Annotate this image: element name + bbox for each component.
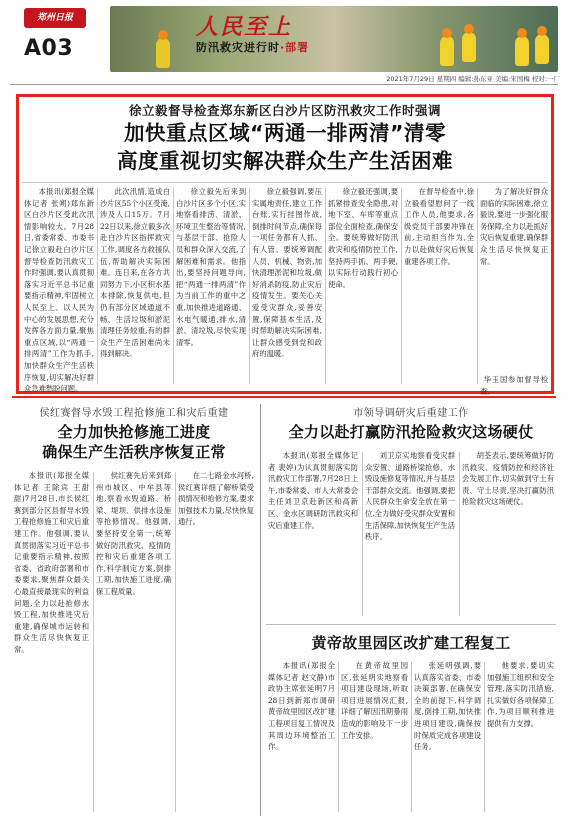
lead-article-closing-note: 华玉国参加督导检查。 <box>480 375 548 396</box>
column-rule <box>411 662 412 812</box>
column-rule <box>477 188 478 384</box>
left-article-kicker: 侯红赛督导水毁工程抢修施工和灾后重建 <box>39 408 229 419</box>
lead-article-kicker: 徐立毅督导检查郑东新区白沙片区防汛救灾工作时强调 <box>128 103 441 118</box>
lead-article-column: 徐立毅还强调,要抓紧排查安全隐患,对地下室、车库等重点部位全面检查,确保安全。要统筹做好防汛救灾和疫情防控工作,坚持两手抓、两手硬,以实际行动践行初心使命。 <box>328 187 398 289</box>
left-article-column: 侯红赛先后来到郑州市城区、中牟县等地,察看水毁道路、桥梁、堤坝、供排水设施等抢修情况。他强调,要坚持安全第一,统筹做好防汛救灾、疫情防控和灾后重建各项工作,科学制定方案,倒排工期,加快施工进度,确保工程质量。 <box>96 471 171 596</box>
right-bottom-article-column: 张延明强调,要认真落实省委、市委决策部署,在确保安全的前提下,科学调度,倒排工期,加快推进项目建设,确保按时保质完成各项建设任务。 <box>414 661 481 752</box>
left-article-column: 在二七路金水河桥,侯红赛详细了解桥梁受损情况和抢修方案,要求加强技术力量,尽快恢复通行。 <box>178 471 254 527</box>
left-article-headline-line-2: 确保生产生活秩序恢复正常 <box>42 443 226 461</box>
lead-article-column: 为了解决好群众面临的实际困难,徐立毅说,要进一步强化服务保障,全力以赴抓好灾后恢复重建,确保群众生活尽快恢复正常。 <box>480 187 548 266</box>
left-article-headline: 全力加快抢修施工进度 <box>57 423 211 441</box>
rescue-worker-figure <box>535 34 549 64</box>
lead-article-deck: 高度重视切实解决群众生产生活困难 <box>117 149 453 173</box>
masthead-rule <box>10 84 558 85</box>
lead-article-column: 徐立毅先后来到白沙片区多个小区,实地察看排涝、清淤、环境卫生整治等情况,与基层干部、抢险人员和群众深入交流,了解困难和需求。他指出,要坚持问题导向,把“两通一排两清”作为当前工作的重中之重,加快推进道路通、水电气暖通,排水,清淤、清垃圾,尽快实现清零。 <box>176 187 246 347</box>
column-rule <box>97 188 98 384</box>
article-separator <box>260 404 261 816</box>
dateline: 2021年7月29日 星期四 编辑:孙东亚 美编:宋国梅 校对:一厂 <box>386 75 560 83</box>
column-rule <box>175 472 176 812</box>
column-rule <box>173 188 174 384</box>
right-bottom-article-column: 他要求,要切实加强施工组织和安全管理,落实防汛措施,扎实做好各项保障工作,为项目顺利推进提供有力支撑。 <box>487 661 554 728</box>
section-title: 人民至上 <box>196 14 293 40</box>
column-rule <box>484 662 485 812</box>
page-number: A03 <box>24 36 74 61</box>
right-bottom-article-headline: 黄帝故里园区改扩建工程复工 <box>311 634 511 652</box>
lead-article-column: 本报讯(郑报全媒体记者 张朔)郑东新区白沙片区受此次汛情影响较大。7月28日,省委常委、市委书记徐立毅赴白沙片区督导检查防汛救灾工作时强调,要认真贯彻落实习近平总书记重要指示精神,牢固树立人民至上、以人民为中心的发展思想,充分发挥各方面力量,聚焦重点区域,以“两通一排两清”工作为抓手,加快群众生产生活秩序恢复,切实解决好群众急难愁盼问题。 <box>24 187 94 394</box>
column-rule <box>401 188 402 384</box>
section-subtitle <box>196 40 309 56</box>
rescue-worker-figure <box>440 36 454 66</box>
lead-article-rule <box>22 182 548 183</box>
right-top-article-kicker: 市领导调研灾后重建工作 <box>353 408 469 419</box>
newspaper-logo: 郑州日报 <box>24 8 86 28</box>
column-rule <box>249 188 250 384</box>
left-article-column: 本报讯(郑报全媒体记者 王除宾 王甜甜)7月28日,市长侯红赛到部分区县督导水毁工程抢修施工和灾后重建工作。他强调,要认真贯彻落实习近平总书记重要指示精神,按照省委、省政府部署和市委要求,聚焦群众最关心最直接最现实的利益问题,全力以赴抢修水毁工程,加快推进灾后重建,确保城市运转和群众生活尽快恢复正常。 <box>14 471 89 654</box>
right-bottom-article-column: 在黄帝故里园区,张延明实地察看项目建设现场,听取项目进展情况汇报,详细了解因汛期暴雨造成的影响及下一步工作安排。 <box>341 661 408 740</box>
rescue-worker-figure <box>462 32 476 62</box>
column-rule <box>325 188 326 384</box>
section-subtitle-main: 防汛救灾进行时 <box>196 41 280 54</box>
article-separator <box>266 624 556 625</box>
lead-article-column: 此次汛情,造成白沙片区55个小区受淹,涉及人口15万。7月22日以来,徐立毅多次赴白沙片区指挥救灾工作,调度各方救援队伍,帮助解决实际困难。连日来,在各方共同努力下,小区积水基本排除,恢复供电,但仍有部分区域通道不畅、生活垃圾和淤泥清理任务较重,有的群众生产生活困难尚未得到解决。 <box>100 187 170 359</box>
lead-article-column: 徐立毅强调,要压实属地责任,建立工作台账,实行挂图作战,倒排时间节点,确保每一项任务都有人抓、有人管。要统筹调配人员、机械、物资,加快清理淤泥和垃圾,做好消杀防疫,防止灾后疫情发生。要关心关爱受灾群众,妥善安置,保障基本生活,及时帮助解决实际困难,让群众感受到党和政府的温暖。 <box>252 187 322 359</box>
column-rule <box>93 472 94 812</box>
right-top-article-column: 刘卫京实地察看受灾群众安置、道路桥梁抢修、水毁设施修复等情况,并与基层干部群众交流。他强调,要把人民群众生命安全放在第一位,全力做好受灾群众安置和生活保障,加快恢复生产生活秩序。 <box>365 451 455 542</box>
rescue-worker-figure <box>515 36 529 66</box>
lead-article-headline: 加快重点区域“两通一排两清”清零 <box>124 121 446 145</box>
masthead-photo <box>110 6 558 72</box>
column-rule <box>338 662 339 812</box>
column-rule <box>362 452 363 616</box>
rescue-worker-figure <box>156 38 170 68</box>
right-bottom-article-column: 本报讯(郑报全媒体记者 赵文静)市政协主席张延明7月28日到新郑市调研黄帝故里园区改扩建工程项目复工情况及其周边环境整治工作。 <box>268 661 335 752</box>
right-top-article-column: 本报讯(郑报全媒体记者 裴婷)为认真贯彻落实防汛救灾工作部署,7月28日上午,市委常委、市人大常委会主任刘卫京赴新区和高新区、金水区调研防汛救灾和灾后重建工作。 <box>268 451 358 530</box>
section-subtitle-accent: ·部署 <box>280 41 310 54</box>
section-divider <box>12 396 556 398</box>
right-top-article-headline: 全力以赴打赢防汛抢险救灾这场硬仗 <box>288 423 534 441</box>
lead-article-column: 在督导检查中,徐立毅看望慰问了一线工作人员,他要求,各级党员干部要冲锋在前,主动担当作为,全力以赴做好灾后恢复重建各项工作。 <box>404 187 474 266</box>
right-top-article-column: 胡荃表示,要统筹做好防汛救灾、疫情防控和经济社会发展工作,切实做到守土有责、守土尽责,坚决打赢防汛抢险救灾这场硬仗。 <box>462 451 554 507</box>
column-rule <box>459 452 460 616</box>
